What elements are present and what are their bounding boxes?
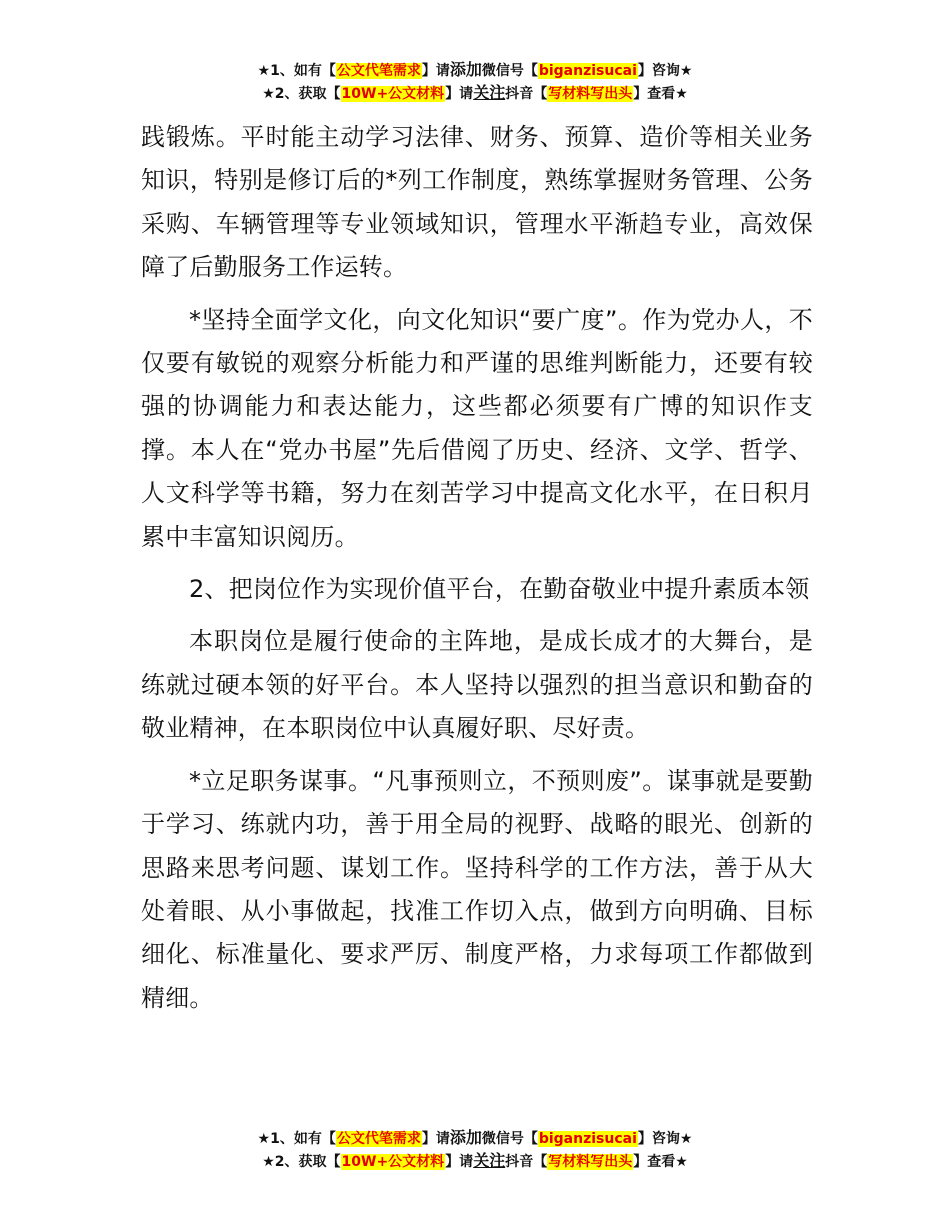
banner-line-1: [0, 59, 950, 82]
section-heading: 2、把岗位作为实现价值平台，在勤奋敬业中提升素质本领: [189, 575, 810, 604]
banner-text: ★1、如有【: [257, 63, 336, 79]
paragraph: *坚持全面学文化，向文化知识“要广度”。作为党办人，不仅要有敏锐的观察分析能力和严谨的思维判断能力，还要有较强的协调能力和表达能力，这些都必须要有广博的知识作支撑。本人在“党办书屋”先后借阅了历史、经济、文学、哲学、人文科学等书籍，努力在刻苦学习中提高文化水平，在日积月累中丰富知识阅历。: [141, 305, 813, 551]
banner-line-2: [0, 82, 950, 105]
header-banner: [0, 59, 950, 105]
highlight-wechat-id: biganzisucai: [538, 63, 637, 79]
banner-text: 抖音【: [505, 86, 548, 102]
highlight-wechat-id: biganzisucai: [538, 1131, 637, 1147]
highlight-douyin-account: 写材料写出头: [548, 1154, 633, 1170]
banner-emphasis: 关注: [473, 1151, 506, 1170]
highlight-materials: 10W+公文材料: [341, 1154, 445, 1170]
footer-banner: [0, 1127, 950, 1173]
highlight-douyin-account: 写材料写出头: [548, 86, 633, 102]
banner-text: 】查看★: [633, 86, 688, 102]
highlight-service: 公文代笔需求: [336, 1131, 421, 1147]
paragraph: *立足职务谋事。“凡事预则立，不预则废”。谋事就是要勤于学习、练就内功，善于用全局的视野、战略的眼光、创新的思路来思考问题、谋划工作。坚持科学的工作方法，善于从大处着眼、从小事做起，找准工作切入点，做到方向明确、目标细化、标准量化、要求严厉、制度严格，力求每项工作都做到精细。: [141, 766, 813, 1012]
highlight-service: 公文代笔需求: [336, 63, 421, 79]
banner-text: 】咨询★: [637, 63, 693, 79]
paragraph: 践锻炼。平时能主动学习法律、财务、预算、造价等相关业务知识，特别是修订后的*列工作制度，熟练掌握财务管理、公务采购、车辆管理等专业领域知识，管理水平渐趋专业，高效保障了后勤服务工作运转。: [141, 123, 813, 282]
paragraph: 本职岗位是履行使命的主阵地，是成长成才的大舞台，是练就过硬本领的好平台。本人坚持以强烈的担当意识和勤奋的敬业精神，在本职岗位中认真履好职、尽好责。: [141, 627, 813, 743]
banner-line-1: [0, 1127, 950, 1150]
banner-emphasis: 关注: [473, 83, 506, 102]
banner-text: 微信号【: [481, 63, 538, 79]
banner-emphasis: 添加: [449, 60, 482, 79]
banner-text: 】请: [445, 86, 474, 102]
banner-text: 】请: [421, 1131, 450, 1147]
banner-text: ★2、获取【: [262, 86, 341, 102]
banner-emphasis: 添加: [449, 1128, 482, 1147]
banner-text: 】请: [421, 63, 450, 79]
document-body: [141, 116, 813, 1029]
banner-text: 】请: [445, 1154, 474, 1170]
banner-text: ★2、获取【: [262, 1154, 341, 1170]
banner-text: 微信号【: [481, 1131, 538, 1147]
banner-line-2: [0, 1150, 950, 1173]
banner-text: 抖音【: [505, 1154, 548, 1170]
banner-text: ★1、如有【: [257, 1131, 336, 1147]
banner-text: 】咨询★: [637, 1131, 693, 1147]
banner-text: 】查看★: [633, 1154, 688, 1170]
highlight-materials: 10W+公文材料: [341, 86, 445, 102]
